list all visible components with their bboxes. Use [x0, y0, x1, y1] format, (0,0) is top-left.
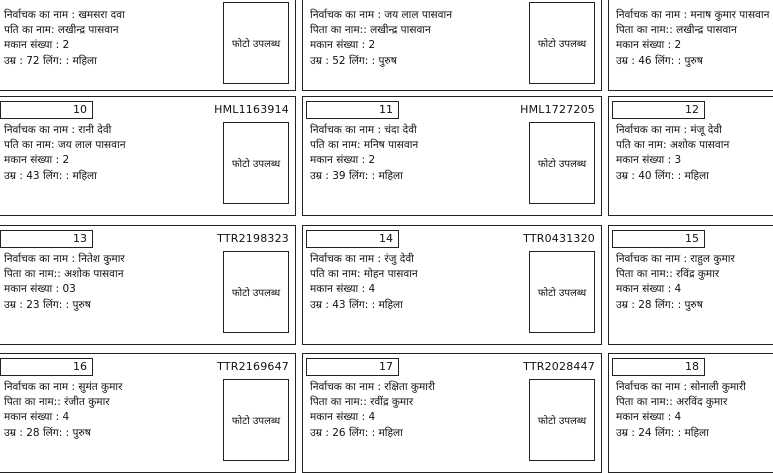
relation-name: अशोक पासवान — [669, 139, 730, 152]
age-label: उम्र : — [616, 54, 639, 67]
relation-label: पति का नाम: — [616, 139, 670, 152]
age: 46 — [638, 54, 652, 67]
voter-name-label: निर्वाचक का नाम : — [4, 381, 79, 393]
house-number: 2 — [674, 39, 682, 52]
photo-box — [529, 251, 595, 333]
voter-details — [4, 123, 126, 184]
age: 43 — [26, 169, 40, 182]
voter-details — [4, 8, 125, 69]
relation-name: अरविंद कुमार — [676, 396, 728, 409]
voter-name: मनाष कुमार पासवान — [690, 9, 770, 21]
voter-details — [616, 380, 746, 441]
house-label: मकान संख्या : — [616, 154, 675, 167]
relation-name: लखीन्द्र पासवान — [370, 24, 431, 37]
photo-label: फोटो उपलब्ध — [231, 39, 281, 50]
voter-name-label: निर्वाचक का नाम : — [310, 253, 385, 265]
gender: महिला — [72, 54, 97, 67]
house-number: 4 — [368, 411, 376, 424]
voter-name: खमसरा दवा — [78, 9, 125, 21]
epic-number: HML1727205 — [520, 103, 595, 116]
serial-number: 18 — [612, 358, 705, 376]
house-label: मकान संख्या : — [616, 411, 675, 424]
voter-details — [616, 123, 729, 184]
age-label: उम्र : — [4, 426, 27, 439]
photo-label: फोटो उपलब्ध — [231, 159, 281, 170]
house-number: 2 — [62, 154, 70, 167]
house-number: 4 — [62, 411, 70, 424]
house-number: 4 — [674, 283, 682, 296]
house-label: मकान संख्या : — [4, 154, 63, 167]
voter-card — [608, 353, 773, 473]
house-number: 3 — [674, 154, 682, 167]
voter-name-label: निर्वाचक का नाम : — [616, 253, 691, 265]
relation-name: मनिष पासवान — [363, 139, 419, 152]
voter-name: नितेश कुमार — [78, 253, 125, 265]
age-label: उम्र : — [616, 426, 639, 439]
house-label: मकान संख्या : — [616, 39, 675, 52]
voter-name-label: निर्वाचक का नाम : — [4, 253, 79, 265]
photo-box — [223, 251, 289, 333]
gender: महिला — [378, 298, 403, 311]
relation-label: पिता का नाम:: — [616, 396, 677, 409]
relation-label: पिता का नाम:: — [616, 24, 677, 37]
voter-name: चंदा देवी — [384, 124, 417, 136]
relation-name: लखीन्द्र पासवान — [57, 24, 119, 37]
voter-details — [310, 8, 452, 69]
gender: पुरुष — [72, 298, 91, 311]
photo-label: फोटो उपलब्ध — [537, 39, 587, 50]
house-label: मकान संख्या : — [616, 283, 675, 296]
house-label: मकान संख्या : — [310, 154, 369, 167]
epic-number: TTR0431320 — [523, 232, 595, 245]
photo-box — [529, 122, 595, 204]
epic-number: HML1163914 — [214, 103, 289, 116]
age-label: उम्र : — [310, 426, 333, 439]
photo-box — [223, 379, 289, 461]
epic-number: TTR2028447 — [523, 360, 595, 373]
photo-label: फोटो उपलब्ध — [537, 288, 587, 299]
voter-name-label: निर्वाचक का नाम : — [4, 9, 79, 21]
voter-name: सोनाली कुमारी — [690, 381, 746, 393]
voter-name: रंजु देवी — [384, 253, 414, 265]
age-label: उम्र : — [616, 298, 639, 311]
age: 40 — [638, 169, 652, 182]
age: 26 — [332, 426, 346, 439]
voter-name: रक्षिता कुमारी — [384, 381, 436, 393]
voter-name: रानी देवी — [78, 124, 112, 136]
age-label: उम्र : — [616, 169, 639, 182]
gender-label: लिंग: : — [39, 298, 73, 311]
voter-name-label: निर्वाचक का नाम : — [616, 9, 691, 21]
photo-box — [223, 2, 289, 84]
voter-name: जय लाल पासवान — [384, 9, 453, 21]
voter-card — [608, 225, 773, 345]
relation-label: पिता का नाम:: — [4, 268, 65, 281]
gender-label: लिंग: : — [651, 169, 685, 182]
voter-card — [0, 0, 296, 91]
gender: पुरुष — [684, 54, 703, 67]
relation-label: पति का नाम: — [310, 139, 364, 152]
voter-card — [0, 225, 296, 345]
age: 28 — [638, 298, 652, 311]
house-number: 2 — [368, 154, 376, 167]
serial-number: 10 — [0, 101, 93, 119]
photo-label: फोटो उपलब्ध — [231, 416, 281, 427]
gender-label: लिंग: : — [345, 54, 379, 67]
voter-name: मंजू देवी — [690, 124, 722, 136]
age: 28 — [26, 426, 40, 439]
gender: महिला — [378, 169, 403, 182]
relation-name: जय लाल पासवान — [57, 139, 126, 152]
voter-name: सुमंत कुमार — [78, 381, 123, 393]
voter-card — [608, 0, 773, 91]
voter-details — [4, 252, 125, 313]
relation-name: रविंद्र कुमार — [676, 268, 720, 281]
voter-name: राहुल कुमार — [690, 253, 735, 265]
voter-name-label: निर्वाचक का नाम : — [310, 9, 385, 21]
house-label: मकान संख्या : — [4, 39, 63, 52]
relation-label: पिता का नाम:: — [310, 24, 371, 37]
house-number: 2 — [368, 39, 376, 52]
gender-label: लिंग: : — [651, 298, 685, 311]
gender: पुरुष — [72, 426, 91, 439]
voter-name-label: निर्वाचक का नाम : — [616, 124, 691, 136]
relation-label: पिता का नाम:: — [310, 396, 371, 409]
epic-number: TTR2169647 — [217, 360, 289, 373]
gender-label: लिंग: : — [345, 169, 379, 182]
voter-details — [310, 252, 418, 313]
relation-label: पिता का नाम:: — [616, 268, 677, 281]
relation-label: पिता का नाम:: — [4, 396, 65, 409]
epic-number: TTR2198323 — [217, 232, 289, 245]
house-label: मकान संख्या : — [4, 283, 63, 296]
age-label: उम्र : — [310, 169, 333, 182]
gender: महिला — [684, 169, 709, 182]
voter-name-label: निर्वाचक का नाम : — [310, 124, 385, 136]
photo-label: फोटो उपलब्ध — [231, 288, 281, 299]
gender: महिला — [684, 426, 709, 439]
house-label: मकान संख्या : — [310, 39, 369, 52]
house-number: 2 — [62, 39, 70, 52]
serial-number: 16 — [0, 358, 93, 376]
age-label: उम्र : — [310, 298, 333, 311]
relation-name: अशोक पासवान — [64, 268, 124, 281]
serial-number: 14 — [306, 230, 399, 248]
house-number: 4 — [368, 283, 376, 296]
voter-details — [310, 123, 418, 184]
gender-label: लिंग: : — [39, 169, 73, 182]
relation-label: पति का नाम: — [4, 24, 58, 37]
voter-card — [302, 0, 602, 91]
age-label: उम्र : — [4, 169, 27, 182]
serial-number: 11 — [306, 101, 399, 119]
gender: महिला — [378, 426, 403, 439]
photo-box — [529, 379, 595, 461]
serial-number: 13 — [0, 230, 93, 248]
gender: पुरुष — [378, 54, 397, 67]
gender-label: लिंग: : — [651, 426, 685, 439]
gender-label: लिंग: : — [39, 54, 73, 67]
serial-number: 17 — [306, 358, 399, 376]
house-label: मकान संख्या : — [4, 411, 63, 424]
gender: महिला — [72, 169, 97, 182]
photo-box — [223, 122, 289, 204]
photo-label: फोटो उपलब्ध — [537, 159, 587, 170]
serial-number: 12 — [612, 101, 705, 119]
voter-card — [608, 96, 773, 216]
age: 52 — [332, 54, 346, 67]
voter-details — [310, 380, 435, 441]
voter-name-label: निर्वाचक का नाम : — [616, 381, 691, 393]
gender-label: लिंग: : — [651, 54, 685, 67]
voter-name-label: निर्वाचक का नाम : — [310, 381, 385, 393]
voter-details — [616, 8, 769, 69]
age: 23 — [26, 298, 40, 311]
house-label: मकान संख्या : — [310, 283, 369, 296]
voter-details — [616, 252, 735, 313]
serial-number: 15 — [612, 230, 705, 248]
relation-name: मोहन पासवान — [363, 268, 418, 281]
gender-label: लिंग: : — [345, 426, 379, 439]
voter-card — [302, 225, 602, 345]
voter-card — [0, 96, 296, 216]
age-label: उम्र : — [4, 298, 27, 311]
gender-label: लिंग: : — [345, 298, 379, 311]
voter-name-label: निर्वाचक का नाम : — [4, 124, 79, 136]
relation-label: पति का नाम: — [4, 139, 58, 152]
age: 43 — [332, 298, 346, 311]
voter-card — [0, 353, 296, 473]
relation-name: रंजीत कुमार — [64, 396, 110, 409]
voter-card — [302, 96, 602, 216]
house-number: 4 — [674, 411, 682, 424]
house-label: मकान संख्या : — [310, 411, 369, 424]
age: 39 — [332, 169, 346, 182]
relation-name: लखीन्द्र पासवान — [676, 24, 737, 37]
photo-box — [529, 2, 595, 84]
voter-details — [4, 380, 122, 441]
photo-label: फोटो उपलब्ध — [537, 416, 587, 427]
age-label: उम्र : — [310, 54, 333, 67]
gender: पुरुष — [684, 298, 703, 311]
gender-label: लिंग: : — [39, 426, 73, 439]
voter-card — [302, 353, 602, 473]
relation-label: पति का नाम: — [310, 268, 364, 281]
age-label: उम्र : — [4, 54, 27, 67]
age: 24 — [638, 426, 652, 439]
house-number: 03 — [62, 283, 76, 296]
age: 72 — [26, 54, 40, 67]
relation-name: रवींद्र कुमार — [370, 396, 414, 409]
